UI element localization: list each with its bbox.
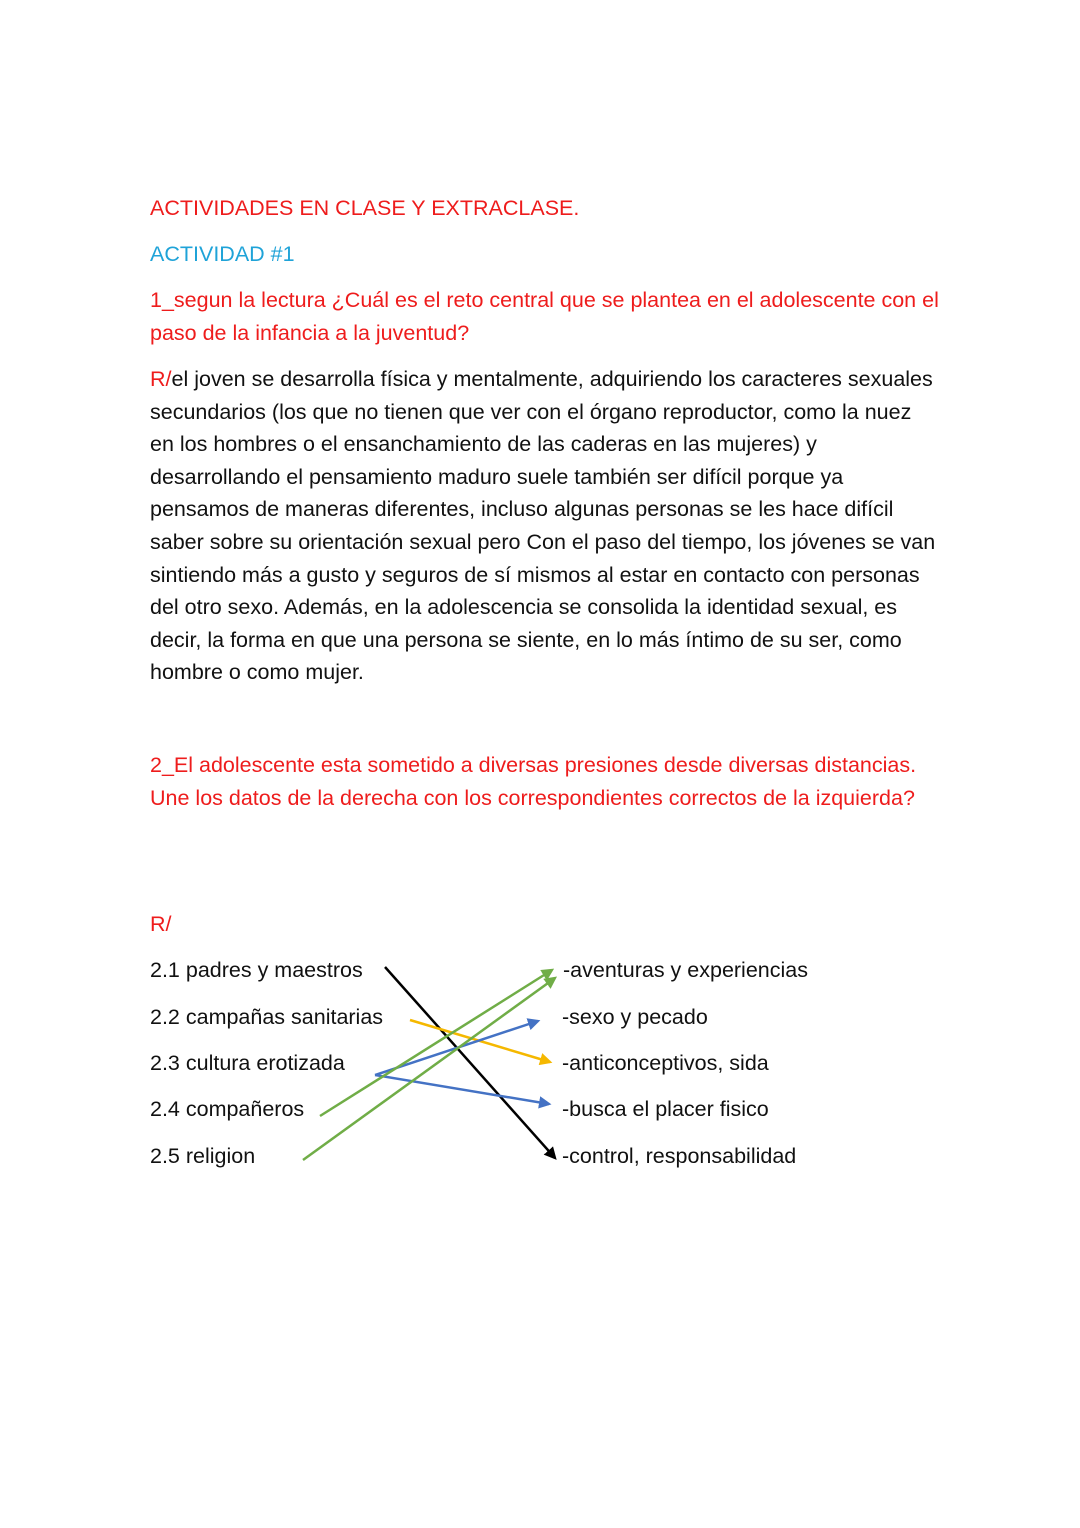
- right-item: -control, responsabilidad: [562, 1144, 797, 1168]
- left-item: 2.5 religion: [150, 1144, 256, 1168]
- activity-heading: ACTIVIDAD #1: [150, 242, 295, 266]
- answer-prefix: R/: [150, 367, 172, 391]
- answer-1-text: el joven se desarrolla física y mentalmente, adquiriendo los caracteres sexuales secundarios (los que no tienen que ver con el órgano reproductor, como la nuez en los hombres o el ensanchamiento de las caderas en las mujeres) y desarrollando el pensamiento maduro suele también ser difícil porque ya pensamos de maneras diferentes, incluso algunas personas se les hace difícil saber sobre su orientación sexual pero Con el paso del tiempo, los jóvenes se van sintiendo más a gusto y seguros de sí mismos al estar en contacto con personas del otro sexo. Además, en la adolescencia se consolida la identidad sexual, es decir, la forma en que una persona se siente, en lo más íntimo de su ser, como hombre o como mujer.: [150, 367, 936, 685]
- right-item: -sexo y pecado: [562, 1005, 708, 1029]
- left-item: 2.2 campañas sanitarias: [150, 1005, 384, 1029]
- left-item: 2.3 cultura erotizada: [150, 1051, 345, 1075]
- question-1: 1_segun la lectura ¿Cuál es el reto central que se plantea en el adolescente con el paso de la infancia a la juventud?: [150, 288, 939, 345]
- left-item: 2.4 compañeros: [150, 1097, 305, 1121]
- right-item: -busca el placer fisico: [562, 1097, 769, 1121]
- arrow-green: [303, 978, 555, 1160]
- document-title: ACTIVIDADES EN CLASE Y EXTRACLASE.: [150, 196, 580, 220]
- answer-2-prefix: R/: [150, 912, 172, 936]
- question-2: 2_El adolescente esta sometido a diversas presiones desde diversas distancias. Une los datos de la derecha con los correspondientes correctos de la izquierda?: [150, 753, 917, 810]
- left-item: 2.1 padres y maestros: [150, 958, 363, 982]
- right-item: -anticonceptivos, sida: [562, 1051, 769, 1075]
- arrow-green: [320, 970, 552, 1116]
- right-item: -aventuras y experiencias: [563, 958, 808, 982]
